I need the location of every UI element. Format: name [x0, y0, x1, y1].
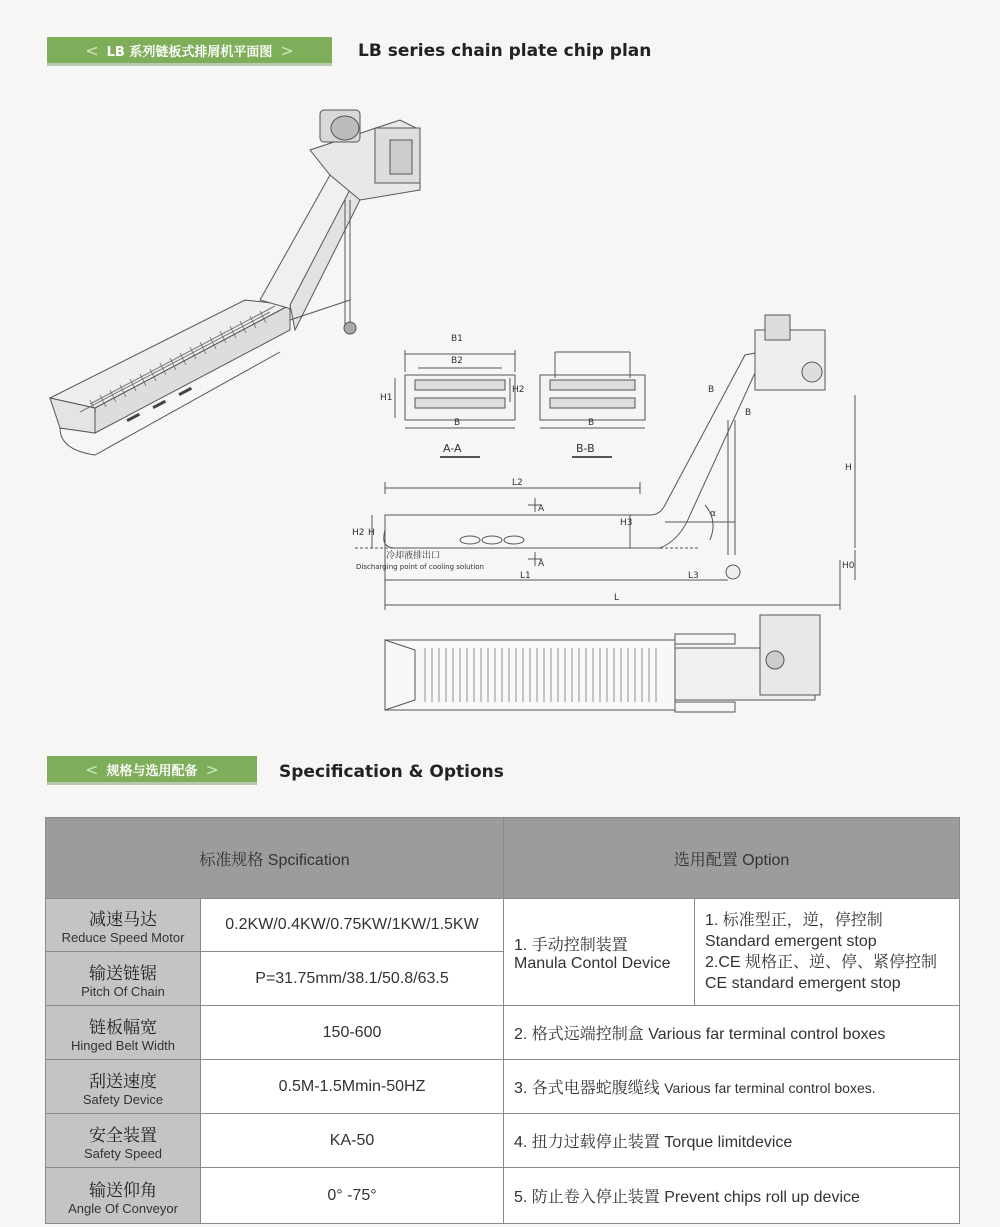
param-cell	[46, 1168, 201, 1224]
table-row	[46, 1006, 960, 1060]
value-cell: 0° -75°	[201, 1168, 504, 1224]
section-title-spec: Specification & Options	[279, 762, 504, 782]
section-tag-label: 规格与选用配备	[106, 763, 198, 779]
table-header-row	[46, 818, 960, 899]
option3-cell	[504, 1060, 960, 1114]
value-cell: 150-600	[201, 1006, 504, 1060]
label-section-bb: B-B	[576, 442, 595, 455]
param-en: Safety Device	[82, 1091, 164, 1107]
spec-header: 标准规格 Spcification	[46, 818, 504, 899]
label-a-bottom: A	[538, 559, 545, 569]
spec-table	[45, 817, 960, 1224]
option3-cn: 3. 各式电器蛇腹缆线	[514, 1080, 660, 1097]
section-title-plan: LB series chain plate chip plan	[358, 41, 652, 61]
label-l3: L3	[688, 571, 699, 581]
value-cell: 0.5M-1.5Mmin-50HZ	[201, 1060, 504, 1114]
option2-cell: 2. 格式远端控制盒 Various far terminal control boxes	[504, 1006, 960, 1060]
param-cell	[46, 1114, 201, 1168]
label-h: H	[845, 463, 852, 473]
param-cn: 链板幅宽	[89, 1017, 157, 1037]
param-cell	[46, 1006, 201, 1060]
label-l1: L1	[520, 571, 531, 581]
value-cell: P=31.75mm/38.1/50.8/63.5	[201, 952, 504, 1006]
label-b-bb: B	[588, 418, 595, 428]
option1-cn: 1. 手动控制装置	[514, 936, 628, 954]
param-cn: 安全装置	[89, 1125, 157, 1145]
option3-en: Various far terminal control boxes.	[664, 1080, 876, 1096]
option1-sub-cell	[695, 899, 960, 1006]
option5-cell: 5. 防止卷入停止装置 Prevent chips roll up device	[504, 1168, 960, 1224]
option-header: 选用配置 Option	[504, 818, 960, 899]
label-h-small: H	[368, 528, 375, 538]
right-chevron-icon: >	[205, 759, 219, 779]
param-en: Angle Of Conveyor	[68, 1200, 178, 1216]
option1-sub2-en: CE standard emergent stop	[705, 975, 901, 992]
label-l2: L2	[512, 478, 523, 488]
param-en: Hinged Belt Width	[70, 1037, 176, 1053]
option1-sub1-en: Standard emergent stop	[705, 933, 877, 950]
option1-sub2-cn: 2.CE 规格正、逆、停、紧停控制	[705, 954, 938, 971]
param-cn: 输送仰角	[89, 1180, 157, 1200]
label-h2-section: H2	[512, 385, 525, 395]
param-en: Safety Speed	[83, 1145, 163, 1161]
param-cn: 刮送速度	[89, 1071, 157, 1091]
table-row	[46, 899, 960, 952]
label-a-top: A	[538, 504, 545, 514]
plan-view-drawing	[385, 615, 820, 712]
label-b2: B2	[451, 356, 463, 366]
param-en: Pitch Of Chain	[81, 983, 165, 999]
label-b1: B1	[451, 334, 463, 344]
param-cell	[46, 899, 201, 952]
value-cell: KA-50	[201, 1114, 504, 1168]
section-tag-label: LB 系列链板式排屑机平面图	[106, 44, 273, 60]
value-cell: 0.2KW/0.4KW/0.75KW/1KW/1.5KW	[201, 899, 504, 952]
table-row	[46, 1060, 960, 1114]
label-alpha: α	[710, 509, 716, 519]
param-cn: 减速马达	[89, 910, 157, 929]
label-h2: H2	[352, 528, 365, 538]
param-en: Reduce Speed Motor	[61, 930, 185, 945]
table-row	[46, 1114, 960, 1168]
table-row	[46, 1168, 960, 1224]
label-outlet-en: Discharging point of cooling solution	[356, 563, 484, 571]
label-h1: H1	[380, 393, 393, 403]
label-b-aa: B	[454, 418, 461, 428]
label-l: L	[614, 593, 620, 603]
option4-cell: 4. 扭力过载停止装置 Torque limitdevice	[504, 1114, 960, 1168]
label-outlet-cn: 冷却液排出口	[386, 551, 441, 561]
label-h3: H3	[620, 518, 633, 528]
section-tag-spec	[47, 756, 257, 785]
label-b-cut2: B	[745, 408, 752, 418]
param-cell	[46, 952, 201, 1006]
param-cn: 输送链锯	[89, 963, 157, 983]
option1-sub1-cn: 1. 标准型正，逆，停控制	[705, 912, 883, 929]
section-aa-drawing	[395, 350, 515, 457]
right-chevron-icon: >	[280, 40, 294, 60]
left-chevron-icon: <	[85, 759, 99, 779]
label-h0: H0	[842, 561, 855, 571]
left-chevron-icon: <	[85, 40, 99, 60]
label-b-cut1: B	[708, 385, 715, 395]
option1-en: Manula Contol Device	[514, 954, 671, 972]
label-section-aa: A-A	[443, 442, 462, 455]
option1-cell	[504, 899, 695, 1006]
isometric-conveyor	[50, 110, 420, 455]
param-cell	[46, 1060, 201, 1114]
